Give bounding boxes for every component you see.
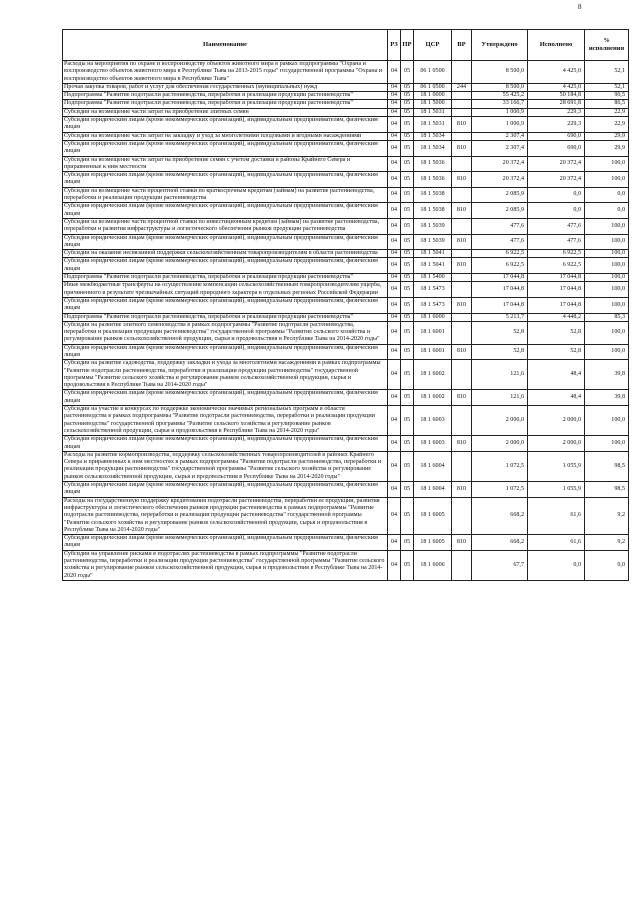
- row-csr-cell: 18 1 6004: [414, 482, 452, 498]
- row-pr-cell: 05: [401, 203, 414, 219]
- row-pr-cell: 05: [401, 108, 414, 116]
- header-csr: ЦСР: [414, 30, 452, 61]
- row-csr-cell: 18 1 6003: [414, 406, 452, 436]
- row-csr-cell: 18 1 5036: [414, 156, 452, 172]
- table-row: [63, 390, 629, 406]
- row-executed-cell: 17 044,8: [528, 282, 585, 298]
- row-approved-cell: 1 072,5: [472, 451, 528, 481]
- row-pr-cell: 05: [401, 61, 414, 84]
- header-rz: РЗ: [388, 30, 401, 61]
- row-vr-cell: [452, 282, 472, 298]
- row-name-cell: Субсидии юридическим лицам (кроме некоммерческих организаций), индивидуальным предпринимателям, физическим лицам: [63, 140, 388, 156]
- row-vr-cell: 810: [452, 535, 472, 551]
- row-csr-cell: 18 1 6001: [414, 344, 452, 360]
- row-name-cell: Расходы на развитие кормопроизводства, поддержку сельскохозяйственных товаропроизводителей в районах Крайнего Севера и приравненных к ним местностях в рамках подпрограммы "Развитие подотрасли растениеводства, переработки и реализации продукции растениеводства" государственной программы "Развитие сельского хозяйства и регулирование рынков сельскохозяйственной продукции, сырья и продовольствия в Республике Тыва на 2014-2020 годы": [63, 451, 388, 481]
- row-pr-cell: 05: [401, 258, 414, 274]
- row-pr-cell: 05: [401, 100, 414, 108]
- row-vr-cell: [452, 274, 472, 282]
- row-vr-cell: [452, 360, 472, 390]
- row-csr-cell: 18 1 5036: [414, 172, 452, 188]
- row-executed-cell: 52,8: [528, 344, 585, 360]
- row-csr-cell: 18 1 6000: [414, 313, 452, 321]
- row-name-cell: Субсидии юридическим лицам (кроме некоммерческих организаций), индивидуальным предпринимателям, физическим лицам: [63, 436, 388, 452]
- row-vr-cell: 810: [452, 482, 472, 498]
- row-rz-cell: 04: [388, 172, 401, 188]
- row-rz-cell: 04: [388, 406, 401, 436]
- table-row: [63, 140, 629, 156]
- row-name-cell: Субсидии юридическим лицам (кроме некоммерческих организаций), индивидуальным предпринимателям, физическим лицам: [63, 117, 388, 133]
- row-vr-cell: [452, 61, 472, 84]
- row-csr-cell: 18 1 6005: [414, 535, 452, 551]
- table-row: [63, 313, 629, 321]
- row-csr-cell: 18 1 5000: [414, 100, 452, 108]
- row-pr-cell: 05: [401, 172, 414, 188]
- row-percent-cell: 39,8: [585, 390, 629, 406]
- header-vr: ВР: [452, 30, 472, 61]
- row-approved-cell: 2 085,9: [472, 203, 528, 219]
- row-percent-cell: 9,2: [585, 535, 629, 551]
- row-pr-cell: 05: [401, 117, 414, 133]
- row-approved-cell: 67,7: [472, 550, 528, 580]
- row-executed-cell: 0,0: [528, 203, 585, 219]
- row-executed-cell: 6 922,5: [528, 250, 585, 258]
- row-csr-cell: 18 1 5031: [414, 117, 452, 133]
- row-vr-cell: 810: [452, 344, 472, 360]
- row-pr-cell: 05: [401, 344, 414, 360]
- header-pr: ПР: [401, 30, 414, 61]
- row-percent-cell: 100,0: [585, 250, 629, 258]
- header-name: Наименование: [63, 30, 388, 61]
- row-rz-cell: 04: [388, 297, 401, 313]
- row-pr-cell: 05: [401, 250, 414, 258]
- row-pr-cell: 05: [401, 187, 414, 203]
- row-percent-cell: 39,8: [585, 360, 629, 390]
- row-name-cell: Субсидии на возмещение части затрат на закладку и уход за многолетними плодовыми и ягодными насаждениями: [63, 132, 388, 140]
- row-approved-cell: 668,2: [472, 497, 528, 534]
- table-row: [63, 321, 629, 344]
- row-name-cell: Субсидии юридическим лицам (кроме некоммерческих организаций), индивидуальным предпринимателям, физическим лицам: [63, 258, 388, 274]
- row-executed-cell: 2 000,0: [528, 406, 585, 436]
- row-approved-cell: 1 072,5: [472, 482, 528, 498]
- row-executed-cell: 4 425,0: [528, 61, 585, 84]
- table-body: [63, 61, 629, 581]
- row-pr-cell: 05: [401, 451, 414, 481]
- row-csr-cell: 18 1 5038: [414, 187, 452, 203]
- row-approved-cell: 20 372,4: [472, 172, 528, 188]
- row-pr-cell: 05: [401, 297, 414, 313]
- row-csr-cell: 18 1 6003: [414, 436, 452, 452]
- table-row: [63, 156, 629, 172]
- row-rz-cell: 04: [388, 313, 401, 321]
- table-row: [63, 497, 629, 534]
- row-name-cell: Субсидии юридическим лицам (кроме некоммерческих организаций), индивидуальным предпринимателям, физическим лицам: [63, 482, 388, 498]
- row-rz-cell: 04: [388, 218, 401, 234]
- row-executed-cell: 690,0: [528, 132, 585, 140]
- row-approved-cell: 8 500,0: [472, 61, 528, 84]
- table-row: [63, 117, 629, 133]
- row-percent-cell: 98,5: [585, 451, 629, 481]
- table-row: [63, 406, 629, 436]
- table-header-row: [63, 30, 629, 61]
- row-name-cell: Субсидии юридическим лицам (кроме некоммерческих организаций), индивидуальным предпринимателям, физическим лицам: [63, 203, 388, 219]
- table-row: [63, 344, 629, 360]
- row-rz-cell: 04: [388, 187, 401, 203]
- row-vr-cell: [452, 250, 472, 258]
- row-csr-cell: 18 1 5400: [414, 274, 452, 282]
- table-row: [63, 187, 629, 203]
- row-pr-cell: 05: [401, 218, 414, 234]
- row-name-cell: Подпрограмма "Развитие подотрасли растениеводства, переработки и реализации продукции растениеводства": [63, 313, 388, 321]
- row-csr-cell: 18 1 5031: [414, 108, 452, 116]
- table-row: [63, 234, 629, 250]
- row-executed-cell: 17 044,8: [528, 274, 585, 282]
- row-name-cell: Субсидии на возмещение части затрат на приобретение семян с учетом доставки в районы Крайнего Севера и приравненные к ним местности: [63, 156, 388, 172]
- row-pr-cell: 05: [401, 482, 414, 498]
- row-rz-cell: 04: [388, 482, 401, 498]
- row-percent-cell: 100,0: [585, 344, 629, 360]
- row-name-cell: Расходы на мероприятия по охране и воспроизводству объектов животного мира в рамках подпрограммы "Охрана и воспроизводство объектов животного мира в Республике Тыва на 2013-2015 годы" государственной программы "Охрана и воспроизводство объектов животного мира в Республике Тыва": [63, 61, 388, 84]
- row-name-cell: Подпрограмма "Развитие подотрасли растениеводства, переработки и реализации продукции растениеводства": [63, 274, 388, 282]
- row-vr-cell: [452, 92, 472, 100]
- row-percent-cell: 100,0: [585, 274, 629, 282]
- row-vr-cell: [452, 156, 472, 172]
- header-approved: Утверждено: [472, 30, 528, 61]
- row-rz-cell: 04: [388, 203, 401, 219]
- row-csr-cell: 18 1 6006: [414, 550, 452, 580]
- row-csr-cell: 18 1 5038: [414, 203, 452, 219]
- row-percent-cell: 22,9: [585, 108, 629, 116]
- row-executed-cell: 50 184,8: [528, 92, 585, 100]
- row-approved-cell: 121,6: [472, 390, 528, 406]
- row-pr-cell: 05: [401, 436, 414, 452]
- row-vr-cell: [452, 100, 472, 108]
- row-executed-cell: 4 448,2: [528, 313, 585, 321]
- row-vr-cell: 810: [452, 140, 472, 156]
- row-name-cell: Субсидии юридическим лицам (кроме некоммерческих организаций), индивидуальным предпринимателям, физическим лицам: [63, 234, 388, 250]
- row-approved-cell: 2 000,0: [472, 406, 528, 436]
- row-vr-cell: [452, 321, 472, 344]
- row-rz-cell: 04: [388, 497, 401, 534]
- table-row: [63, 535, 629, 551]
- page-number: 8: [578, 3, 582, 11]
- table-row: [63, 282, 629, 298]
- row-rz-cell: 04: [388, 108, 401, 116]
- row-approved-cell: 52,8: [472, 344, 528, 360]
- row-rz-cell: 04: [388, 117, 401, 133]
- row-pr-cell: 05: [401, 535, 414, 551]
- row-approved-cell: 8 500,0: [472, 83, 528, 91]
- row-approved-cell: 17 044,8: [472, 297, 528, 313]
- row-approved-cell: 1 000,9: [472, 108, 528, 116]
- row-name-cell: Субсидии на возмещение части процентной ставки по инвестиционным кредитам (займам) на развитие растениеводства, переработки и развития инфраструктуры и логистического обеспечения рынков продукции растениеводства: [63, 218, 388, 234]
- row-name-cell: Субсидии юридическим лицам (кроме некоммерческих организаций), индивидуальным предпринимателям, физическим лицам: [63, 297, 388, 313]
- table-row: [63, 451, 629, 481]
- row-name-cell: Субсидии на возмещение части процентной ставки по краткосрочным кредитам (займам) на развитие растениеводства, переработки и реализации продукции растениеводства: [63, 187, 388, 203]
- row-executed-cell: 1 055,9: [528, 451, 585, 481]
- row-name-cell: Субсидии на развитие элитного семеноводства в рамках подпрограммы "Развитие подотрасли растениеводства, переработки и реализации продукции растениеводства" государственной программы "Развитие сельского хозяйства и регулирование рынков сельскохозяйственной продукции, сырья и продовольствия в Республике Тыва на 2014-2020 годы": [63, 321, 388, 344]
- row-name-cell: Субсидии юридическим лицам (кроме некоммерческих организаций), индивидуальным предпринимателям, физическим лицам: [63, 390, 388, 406]
- row-name-cell: Субсидии юридическим лицам (кроме некоммерческих организаций), индивидуальным предпринимателям, физическим лицам: [63, 344, 388, 360]
- row-name-cell: Подпрограмма "Развитие подотрасли растениеводства, переработки и реализации продукции растениеводства": [63, 92, 388, 100]
- row-name-cell: Субсидии на оказание несвязанной поддержки сельскохозяйственным товаропроизводителям в области растениеводства: [63, 250, 388, 258]
- row-percent-cell: 0,0: [585, 187, 629, 203]
- row-percent-cell: 100,0: [585, 321, 629, 344]
- row-vr-cell: 810: [452, 390, 472, 406]
- row-percent-cell: 52,1: [585, 61, 629, 84]
- row-executed-cell: 48,4: [528, 390, 585, 406]
- row-rz-cell: 04: [388, 535, 401, 551]
- row-csr-cell: 18 1 6005: [414, 497, 452, 534]
- table-row: [63, 360, 629, 390]
- row-csr-cell: 18 1 6001: [414, 321, 452, 344]
- row-percent-cell: 52,1: [585, 83, 629, 91]
- row-vr-cell: [452, 218, 472, 234]
- table-row: [63, 297, 629, 313]
- row-pr-cell: 05: [401, 274, 414, 282]
- row-csr-cell: 18 1 0000: [414, 92, 452, 100]
- row-csr-cell: 06 1 0500: [414, 61, 452, 84]
- row-approved-cell: 33 166,7: [472, 100, 528, 108]
- row-vr-cell: [452, 497, 472, 534]
- row-pr-cell: 05: [401, 132, 414, 140]
- row-executed-cell: 690,0: [528, 140, 585, 156]
- row-approved-cell: 2 307,4: [472, 140, 528, 156]
- row-rz-cell: 04: [388, 92, 401, 100]
- row-approved-cell: 2 085,9: [472, 187, 528, 203]
- table-row: [63, 132, 629, 140]
- table-row: [63, 83, 629, 91]
- row-name-cell: Субсидии юридическим лицам (кроме некоммерческих организаций), индивидуальным предпринимателям, физическим лицам: [63, 172, 388, 188]
- row-rz-cell: 04: [388, 258, 401, 274]
- budget-execution-table: [62, 29, 629, 581]
- row-executed-cell: 61,6: [528, 497, 585, 534]
- row-approved-cell: 668,2: [472, 535, 528, 551]
- row-name-cell: Подпрограмма "Развитие подотрасли растениеводства, переработки и реализации продукции растениеводства": [63, 100, 388, 108]
- row-name-cell: Субсидии на возмещение части затрат на приобретение элитных семян: [63, 108, 388, 116]
- row-csr-cell: 18 1 5473: [414, 282, 452, 298]
- row-executed-cell: 6 922,5: [528, 258, 585, 274]
- row-executed-cell: 1 055,9: [528, 482, 585, 498]
- row-pr-cell: 05: [401, 83, 414, 91]
- row-executed-cell: 477,6: [528, 234, 585, 250]
- row-executed-cell: 28 691,8: [528, 100, 585, 108]
- row-percent-cell: 85,3: [585, 313, 629, 321]
- row-pr-cell: 05: [401, 92, 414, 100]
- row-csr-cell: 18 1 6002: [414, 360, 452, 390]
- row-pr-cell: 05: [401, 497, 414, 534]
- row-executed-cell: 20 372,4: [528, 172, 585, 188]
- row-percent-cell: 86,5: [585, 100, 629, 108]
- row-executed-cell: 477,6: [528, 218, 585, 234]
- row-executed-cell: 52,8: [528, 321, 585, 344]
- row-percent-cell: 100,0: [585, 436, 629, 452]
- row-executed-cell: 17 044,8: [528, 297, 585, 313]
- row-percent-cell: 98,5: [585, 482, 629, 498]
- row-approved-cell: 477,6: [472, 234, 528, 250]
- row-rz-cell: 04: [388, 360, 401, 390]
- header-percent: % исполнения: [585, 30, 629, 61]
- row-percent-cell: 90,5: [585, 92, 629, 100]
- row-csr-cell: 18 1 5041: [414, 258, 452, 274]
- row-vr-cell: 244: [452, 83, 472, 91]
- row-pr-cell: 05: [401, 406, 414, 436]
- row-rz-cell: 04: [388, 132, 401, 140]
- table-row: [63, 172, 629, 188]
- row-pr-cell: 05: [401, 321, 414, 344]
- row-executed-cell: 48,4: [528, 360, 585, 390]
- row-percent-cell: 0,0: [585, 550, 629, 580]
- row-percent-cell: 100,0: [585, 282, 629, 298]
- row-rz-cell: 04: [388, 436, 401, 452]
- row-approved-cell: 1 000,9: [472, 117, 528, 133]
- row-percent-cell: 100,0: [585, 218, 629, 234]
- table-row: [63, 436, 629, 452]
- row-csr-cell: 18 1 5039: [414, 234, 452, 250]
- row-percent-cell: 0,0: [585, 203, 629, 219]
- row-csr-cell: 18 1 5034: [414, 140, 452, 156]
- row-name-cell: Субсидии на управление рисками в подотраслях растениеводства в рамках подпрограммы "Развитие подотрасли растениеводства, переработки и реализации продукции растениеводства" государственной программы "Развитие сельского хозяйства и регулирование рынков сельскохозяйственной продукции, сырья и продовольствия в Республике Тыва на 2014-2020 годы": [63, 550, 388, 580]
- row-vr-cell: 810: [452, 258, 472, 274]
- row-executed-cell: 229,3: [528, 117, 585, 133]
- row-approved-cell: 121,6: [472, 360, 528, 390]
- row-rz-cell: 04: [388, 61, 401, 84]
- row-rz-cell: 04: [388, 83, 401, 91]
- row-csr-cell: 18 1 5034: [414, 132, 452, 140]
- row-rz-cell: 04: [388, 274, 401, 282]
- table-row: [63, 482, 629, 498]
- row-pr-cell: 05: [401, 390, 414, 406]
- row-executed-cell: 4 425,0: [528, 83, 585, 91]
- row-vr-cell: 810: [452, 203, 472, 219]
- row-approved-cell: 20 372,4: [472, 156, 528, 172]
- row-approved-cell: 17 044,8: [472, 274, 528, 282]
- row-name-cell: Субсидии на развитие садоводства, поддержку закладки и ухода за многолетними насаждениями в рамках подпрограммы "Развитие подотрасли растениеводства, переработки и реализации продукции растениеводства" государственной программы "Развитие сельского хозяйства и регулирование рынков сельскохозяйственной продукции, сырья и продовольствия в Республике Тыва на 2014-2020 годы": [63, 360, 388, 390]
- table-row: [63, 100, 629, 108]
- row-percent-cell: 9,2: [585, 497, 629, 534]
- table-row: [63, 218, 629, 234]
- table-row: [63, 108, 629, 116]
- row-vr-cell: 810: [452, 117, 472, 133]
- row-percent-cell: 29,9: [585, 140, 629, 156]
- row-name-cell: Прочая закупка товаров, работ и услуг для обеспечения государственных (муниципальных) нужд: [63, 83, 388, 91]
- row-approved-cell: 17 044,8: [472, 282, 528, 298]
- row-approved-cell: 6 922,5: [472, 250, 528, 258]
- row-rz-cell: 04: [388, 234, 401, 250]
- row-rz-cell: 04: [388, 451, 401, 481]
- row-rz-cell: 04: [388, 550, 401, 580]
- row-approved-cell: 55 425,2: [472, 92, 528, 100]
- row-percent-cell: 100,0: [585, 406, 629, 436]
- header-executed: Исполнено: [528, 30, 585, 61]
- row-percent-cell: 100,0: [585, 172, 629, 188]
- row-vr-cell: [452, 451, 472, 481]
- row-percent-cell: 100,0: [585, 297, 629, 313]
- table-row: [63, 203, 629, 219]
- row-csr-cell: 06 1 0500: [414, 83, 452, 91]
- row-percent-cell: 100,0: [585, 258, 629, 274]
- row-pr-cell: 05: [401, 360, 414, 390]
- row-name-cell: Субсидии юридическим лицам (кроме некоммерческих организаций), индивидуальным предпринимателям, физическим лицам: [63, 535, 388, 551]
- row-rz-cell: 04: [388, 344, 401, 360]
- row-pr-cell: 05: [401, 282, 414, 298]
- row-csr-cell: 18 1 5041: [414, 250, 452, 258]
- row-name-cell: Субсидии на участие в конкурсах по поддержке экономически значимых региональных программ в области растениеводства в рамках подпрограммы "Развитие подотрасли растениеводства, переработки и реализации продукции растениеводства" государственной программы "Развитие сельского хозяйства и регулирование рынков сельскохозяйственной продукции, сырья и продовольствия в Республике Тыва на 2014-2020 годы": [63, 406, 388, 436]
- row-percent-cell: 22,9: [585, 117, 629, 133]
- row-pr-cell: 05: [401, 313, 414, 321]
- row-vr-cell: [452, 406, 472, 436]
- row-approved-cell: 5 213,7: [472, 313, 528, 321]
- row-percent-cell: 100,0: [585, 234, 629, 250]
- row-vr-cell: [452, 550, 472, 580]
- row-csr-cell: 18 1 6002: [414, 390, 452, 406]
- table-row: [63, 258, 629, 274]
- row-approved-cell: 52,8: [472, 321, 528, 344]
- row-executed-cell: 229,3: [528, 108, 585, 116]
- row-pr-cell: 05: [401, 550, 414, 580]
- row-vr-cell: 810: [452, 172, 472, 188]
- row-vr-cell: 810: [452, 297, 472, 313]
- table-row: [63, 92, 629, 100]
- row-name-cell: Расходы на государственную поддержку кредитования подотрасли растениеводства, переработки ее продукции, развития инфраструктуры и логистического обеспечения рынков продукции растениеводства в рамках подпрограммы "Развитие подотрасли растениеводства, переработки и реализации продукции растениеводства" государственной программы "Развитие сельского хозяйства и регулирование рынков сельскохозяйственной продукции, сырья и продовольствия в Республике Тыва на 2014-2020 годы": [63, 497, 388, 534]
- row-approved-cell: 2 307,4: [472, 132, 528, 140]
- row-percent-cell: 100,0: [585, 156, 629, 172]
- row-rz-cell: 04: [388, 250, 401, 258]
- row-approved-cell: 6 922,5: [472, 258, 528, 274]
- row-rz-cell: 04: [388, 282, 401, 298]
- row-rz-cell: 04: [388, 390, 401, 406]
- row-vr-cell: [452, 132, 472, 140]
- table-row: [63, 274, 629, 282]
- row-rz-cell: 04: [388, 140, 401, 156]
- row-vr-cell: [452, 187, 472, 203]
- row-pr-cell: 05: [401, 140, 414, 156]
- row-csr-cell: 18 1 6004: [414, 451, 452, 481]
- row-vr-cell: 810: [452, 234, 472, 250]
- row-executed-cell: 20 372,4: [528, 156, 585, 172]
- row-rz-cell: 04: [388, 100, 401, 108]
- table-row: [63, 550, 629, 580]
- table-row: [63, 250, 629, 258]
- row-rz-cell: 04: [388, 156, 401, 172]
- row-vr-cell: 810: [452, 436, 472, 452]
- row-vr-cell: [452, 313, 472, 321]
- row-executed-cell: 0,0: [528, 550, 585, 580]
- row-vr-cell: [452, 108, 472, 116]
- row-pr-cell: 05: [401, 156, 414, 172]
- row-percent-cell: 29,9: [585, 132, 629, 140]
- row-csr-cell: 18 1 5039: [414, 218, 452, 234]
- row-executed-cell: 0,0: [528, 187, 585, 203]
- row-approved-cell: 477,6: [472, 218, 528, 234]
- row-pr-cell: 05: [401, 234, 414, 250]
- row-rz-cell: 04: [388, 321, 401, 344]
- row-name-cell: Иные межбюджетные трансферты на осуществление компенсации сельскохозяйственным товаропроизводителям ущерба, причиненного в результате чрезвычайных ситуаций природного характера в отдельных регионах Российской Федерации: [63, 282, 388, 298]
- row-executed-cell: 61,6: [528, 535, 585, 551]
- table-row: [63, 61, 629, 84]
- row-executed-cell: 2 000,0: [528, 436, 585, 452]
- row-csr-cell: 18 1 5473: [414, 297, 452, 313]
- row-approved-cell: 2 000,0: [472, 436, 528, 452]
